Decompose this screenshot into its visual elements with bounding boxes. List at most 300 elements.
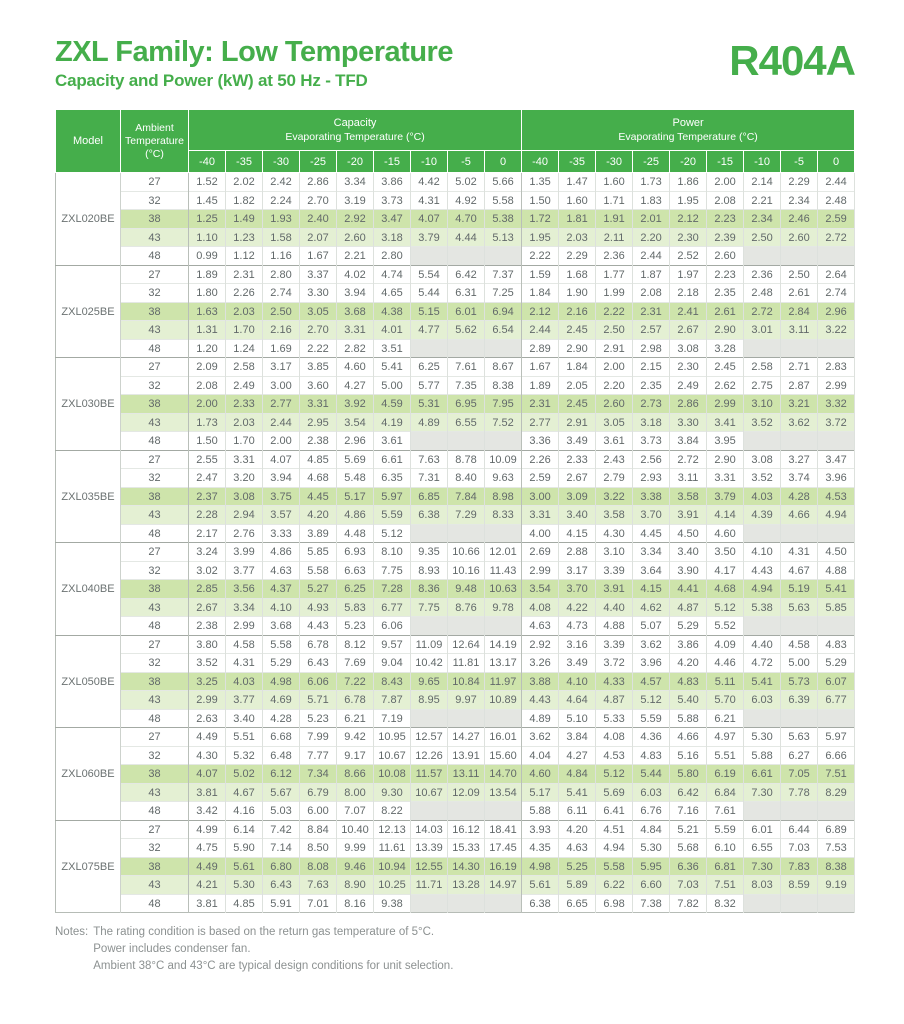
capacity-value-cell: 6.77 xyxy=(374,598,411,617)
power-value-cell: 1.35 xyxy=(522,173,559,192)
capacity-value-cell: 1.31 xyxy=(189,321,226,340)
power-value-cell: 2.60 xyxy=(781,228,818,247)
power-value-cell xyxy=(818,432,855,451)
power-value-cell xyxy=(744,339,781,358)
power-value-cell: 3.26 xyxy=(522,654,559,673)
capacity-value-cell: 3.51 xyxy=(374,339,411,358)
power-value-cell: 2.88 xyxy=(559,543,596,562)
capacity-value-cell: 2.38 xyxy=(300,432,337,451)
power-value-cell: 8.29 xyxy=(818,783,855,802)
data-row xyxy=(56,672,855,691)
power-value-cell: 4.64 xyxy=(559,691,596,710)
capacity-value-cell: 7.31 xyxy=(411,469,448,488)
power-value-cell: 1.99 xyxy=(596,284,633,303)
power-value-cell: 4.33 xyxy=(596,672,633,691)
ambient-temp-value: 32 xyxy=(121,839,189,858)
power-value-cell: 6.11 xyxy=(559,802,596,821)
power-value-cell xyxy=(744,709,781,728)
capacity-value-cell: 3.08 xyxy=(226,487,263,506)
power-value-cell: 3.05 xyxy=(596,413,633,432)
capacity-value-cell: 2.58 xyxy=(226,358,263,377)
capacity-value-cell: 6.94 xyxy=(485,302,522,321)
power-value-cell: 2.21 xyxy=(744,191,781,210)
capacity-value-cell: 10.95 xyxy=(374,728,411,747)
capacity-value-cell: 5.51 xyxy=(226,728,263,747)
capacity-value-cell: 4.27 xyxy=(337,376,374,395)
power-evap-temp-header: -10 xyxy=(744,151,781,173)
power-value-cell: 4.87 xyxy=(670,598,707,617)
power-value-cell: 5.16 xyxy=(670,746,707,765)
power-value-cell: 5.73 xyxy=(781,672,818,691)
capacity-value-cell: 9.30 xyxy=(374,783,411,802)
capacity-value-cell: 3.94 xyxy=(263,469,300,488)
capacity-value-cell: 5.66 xyxy=(485,173,522,192)
power-value-cell: 2.84 xyxy=(781,302,818,321)
power-value-cell: 2.34 xyxy=(781,191,818,210)
data-row xyxy=(56,839,855,858)
capacity-value-cell: 1.80 xyxy=(189,284,226,303)
capacity-value-cell: 3.40 xyxy=(226,709,263,728)
capacity-value-cell xyxy=(448,247,485,266)
capacity-value-cell: 13.17 xyxy=(485,654,522,673)
capacity-value-cell: 4.86 xyxy=(337,506,374,525)
power-value-cell: 5.58 xyxy=(596,857,633,876)
capacity-value-cell: 2.02 xyxy=(226,173,263,192)
capacity-value-cell: 10.84 xyxy=(448,672,485,691)
capacity-value-cell: 7.14 xyxy=(263,839,300,858)
power-value-cell: 5.88 xyxy=(522,802,559,821)
power-value-cell: 5.52 xyxy=(707,617,744,636)
power-value-cell: 5.30 xyxy=(744,728,781,747)
power-value-cell: 5.69 xyxy=(596,783,633,802)
model-name: ZXL050BE xyxy=(56,635,121,728)
data-row xyxy=(56,598,855,617)
capacity-value-cell: 5.77 xyxy=(411,376,448,395)
power-value-cell: 5.68 xyxy=(670,839,707,858)
power-value-cell: 2.31 xyxy=(633,302,670,321)
capacity-value-cell: 5.90 xyxy=(226,839,263,858)
power-value-cell: 6.03 xyxy=(633,783,670,802)
power-value-cell: 3.21 xyxy=(781,395,818,414)
capacity-evap-temp-header: -30 xyxy=(263,151,300,173)
capacity-value-cell: 3.34 xyxy=(226,598,263,617)
model-column-header: Model xyxy=(56,110,121,173)
power-value-cell: 7.16 xyxy=(670,802,707,821)
capacity-value-cell: 5.12 xyxy=(374,524,411,543)
power-value-cell xyxy=(781,432,818,451)
power-value-cell: 2.00 xyxy=(596,358,633,377)
capacity-value-cell: 6.31 xyxy=(448,284,485,303)
capacity-value-cell: 6.48 xyxy=(263,746,300,765)
capacity-value-cell: 6.00 xyxy=(300,802,337,821)
capacity-value-cell: 4.02 xyxy=(337,265,374,284)
power-value-cell: 2.22 xyxy=(596,302,633,321)
data-row xyxy=(56,894,855,913)
ambient-temp-value: 32 xyxy=(121,746,189,765)
ambient-temp-value: 48 xyxy=(121,339,189,358)
power-value-cell: 5.00 xyxy=(781,654,818,673)
power-value-cell: 2.48 xyxy=(744,284,781,303)
capacity-value-cell: 3.31 xyxy=(226,450,263,469)
power-value-cell: 2.45 xyxy=(559,321,596,340)
power-value-cell: 5.12 xyxy=(707,598,744,617)
power-value-cell: 7.82 xyxy=(670,894,707,913)
capacity-value-cell: 3.02 xyxy=(189,561,226,580)
capacity-value-cell: 6.21 xyxy=(337,709,374,728)
capacity-value-cell: 2.85 xyxy=(189,580,226,599)
power-value-cell: 3.08 xyxy=(744,450,781,469)
capacity-value-cell: 6.25 xyxy=(337,580,374,599)
capacity-value-cell: 5.91 xyxy=(263,894,300,913)
power-value-cell: 1.90 xyxy=(559,284,596,303)
refrigerant-badge: R404A xyxy=(729,37,855,84)
model-name: ZXL060BE xyxy=(56,728,121,821)
capacity-value-cell: 4.77 xyxy=(411,321,448,340)
power-value-cell: 4.94 xyxy=(744,580,781,599)
capacity-value-cell xyxy=(485,247,522,266)
capacity-value-cell: 8.95 xyxy=(411,691,448,710)
power-value-cell: 1.97 xyxy=(670,265,707,284)
capacity-value-cell: 6.12 xyxy=(263,765,300,784)
power-value-cell: 3.08 xyxy=(670,339,707,358)
power-value-cell: 4.72 xyxy=(744,654,781,673)
power-value-cell: 3.62 xyxy=(522,728,559,747)
ambient-temp-value: 27 xyxy=(121,728,189,747)
power-value-cell: 5.10 xyxy=(559,709,596,728)
capacity-value-cell: 2.09 xyxy=(189,358,226,377)
capacity-value-cell: 5.83 xyxy=(337,598,374,617)
capacity-value-cell: 5.03 xyxy=(263,802,300,821)
power-value-cell xyxy=(744,524,781,543)
power-value-cell: 3.72 xyxy=(596,654,633,673)
data-row xyxy=(56,580,855,599)
power-value-cell: 5.41 xyxy=(559,783,596,802)
capacity-value-cell: 4.31 xyxy=(411,191,448,210)
power-value-cell: 6.03 xyxy=(744,691,781,710)
power-value-cell: 1.81 xyxy=(559,210,596,229)
capacity-value-cell: 2.77 xyxy=(263,395,300,414)
capacity-value-cell: 12.26 xyxy=(411,746,448,765)
power-value-cell: 5.33 xyxy=(596,709,633,728)
power-value-cell: 2.62 xyxy=(707,376,744,395)
capacity-value-cell: 5.27 xyxy=(300,580,337,599)
power-value-cell: 4.58 xyxy=(781,635,818,654)
capacity-value-cell: 6.14 xyxy=(226,820,263,839)
capacity-value-cell: 11.81 xyxy=(448,654,485,673)
power-value-cell: 4.67 xyxy=(781,561,818,580)
data-row xyxy=(56,413,855,432)
capacity-value-cell: 7.42 xyxy=(263,820,300,839)
power-evap-temp-header: -30 xyxy=(596,151,633,173)
capacity-value-cell: 13.28 xyxy=(448,876,485,895)
power-value-cell: 2.20 xyxy=(633,228,670,247)
power-value-cell: 4.97 xyxy=(707,728,744,747)
power-value-cell: 3.84 xyxy=(559,728,596,747)
data-row xyxy=(56,302,855,321)
power-value-cell: 6.27 xyxy=(781,746,818,765)
ambient-temp-value: 38 xyxy=(121,672,189,691)
power-value-cell: 2.90 xyxy=(707,321,744,340)
power-value-cell xyxy=(781,339,818,358)
capacity-value-cell: 7.63 xyxy=(300,876,337,895)
capacity-value-cell: 6.79 xyxy=(300,783,337,802)
power-value-cell xyxy=(744,432,781,451)
ambient-temp-value: 43 xyxy=(121,321,189,340)
capacity-value-cell: 8.93 xyxy=(411,561,448,580)
capacity-value-cell: 8.00 xyxy=(337,783,374,802)
power-value-cell: 2.48 xyxy=(818,191,855,210)
model-name: ZXL075BE xyxy=(56,820,121,913)
power-value-cell: 5.41 xyxy=(744,672,781,691)
capacity-value-cell: 7.77 xyxy=(300,746,337,765)
capacity-value-cell: 4.44 xyxy=(448,228,485,247)
capacity-value-cell: 16.01 xyxy=(485,728,522,747)
capacity-value-cell: 4.59 xyxy=(374,395,411,414)
ambient-temp-value: 32 xyxy=(121,561,189,580)
capacity-value-cell: 2.00 xyxy=(189,395,226,414)
power-value-cell xyxy=(781,247,818,266)
ambient-temp-value: 38 xyxy=(121,302,189,321)
capacity-value-cell: 6.68 xyxy=(263,728,300,747)
capacity-value-cell: 8.90 xyxy=(337,876,374,895)
capacity-value-cell: 1.20 xyxy=(189,339,226,358)
capacity-value-cell: 6.35 xyxy=(374,469,411,488)
capacity-value-cell: 2.99 xyxy=(226,617,263,636)
data-row xyxy=(56,191,855,210)
capacity-value-cell: 7.01 xyxy=(300,894,337,913)
power-value-cell: 5.30 xyxy=(633,839,670,858)
model-name: ZXL020BE xyxy=(56,173,121,266)
capacity-value-cell: 4.10 xyxy=(263,598,300,617)
capacity-value-cell: 3.79 xyxy=(411,228,448,247)
data-row xyxy=(56,728,855,747)
power-value-cell: 1.59 xyxy=(522,265,559,284)
capacity-value-cell xyxy=(485,432,522,451)
power-value-cell: 3.09 xyxy=(559,487,596,506)
power-value-cell: 4.14 xyxy=(707,506,744,525)
capacity-value-cell: 5.67 xyxy=(263,783,300,802)
capacity-value-cell xyxy=(485,617,522,636)
power-value-cell: 4.53 xyxy=(596,746,633,765)
capacity-value-cell: 3.81 xyxy=(189,894,226,913)
power-value-cell: 3.10 xyxy=(744,395,781,414)
power-value-cell: 7.51 xyxy=(818,765,855,784)
data-row xyxy=(56,635,855,654)
capacity-value-cell: 2.86 xyxy=(300,173,337,192)
capacity-value-cell: 4.65 xyxy=(374,284,411,303)
capacity-value-cell: 1.93 xyxy=(263,210,300,229)
capacity-value-cell xyxy=(485,524,522,543)
capacity-value-cell: 10.16 xyxy=(448,561,485,580)
power-value-cell: 6.22 xyxy=(596,876,633,895)
power-value-cell: 3.01 xyxy=(744,321,781,340)
capacity-value-cell: 5.58 xyxy=(485,191,522,210)
capacity-value-cell: 13.54 xyxy=(485,783,522,802)
capacity-value-cell: 7.63 xyxy=(411,450,448,469)
capacity-value-cell: 4.42 xyxy=(411,173,448,192)
capacity-value-cell: 1.49 xyxy=(226,210,263,229)
power-value-cell: 2.99 xyxy=(707,395,744,414)
power-value-cell: 5.29 xyxy=(670,617,707,636)
power-value-cell: 7.78 xyxy=(781,783,818,802)
capacity-value-cell: 10.25 xyxy=(374,876,411,895)
data-row xyxy=(56,709,855,728)
capacity-value-cell: 10.63 xyxy=(485,580,522,599)
capacity-value-cell xyxy=(411,617,448,636)
capacity-value-cell: 1.16 xyxy=(263,247,300,266)
power-value-cell xyxy=(818,617,855,636)
capacity-value-cell: 2.26 xyxy=(226,284,263,303)
power-value-cell: 4.15 xyxy=(559,524,596,543)
capacity-value-cell: 8.43 xyxy=(374,672,411,691)
power-value-cell: 2.90 xyxy=(559,339,596,358)
capacity-value-cell: 2.22 xyxy=(300,339,337,358)
capacity-value-cell: 5.59 xyxy=(374,506,411,525)
power-value-cell: 2.08 xyxy=(633,284,670,303)
power-value-cell xyxy=(781,802,818,821)
capacity-value-cell: 9.97 xyxy=(448,691,485,710)
power-value-cell: 5.25 xyxy=(559,857,596,876)
power-value-cell: 3.73 xyxy=(633,432,670,451)
capacity-value-cell: 1.23 xyxy=(226,228,263,247)
power-value-cell: 4.83 xyxy=(633,746,670,765)
capacity-value-cell: 4.68 xyxy=(300,469,337,488)
capacity-section-header xyxy=(189,110,522,151)
capacity-value-cell: 3.75 xyxy=(263,487,300,506)
capacity-value-cell: 9.78 xyxy=(485,598,522,617)
capacity-value-cell: 4.92 xyxy=(448,191,485,210)
power-value-cell: 3.91 xyxy=(670,506,707,525)
data-row xyxy=(56,543,855,562)
capacity-value-cell: 8.98 xyxy=(485,487,522,506)
capacity-value-cell: 3.20 xyxy=(226,469,263,488)
power-value-cell: 3.64 xyxy=(633,561,670,580)
power-value-cell: 2.50 xyxy=(781,265,818,284)
power-value-cell: 6.38 xyxy=(522,894,559,913)
power-value-cell: 2.35 xyxy=(707,284,744,303)
capacity-value-cell: 18.41 xyxy=(485,820,522,839)
power-value-cell: 2.46 xyxy=(781,210,818,229)
power-value-cell: 3.62 xyxy=(633,635,670,654)
capacity-value-cell: 6.95 xyxy=(448,395,485,414)
capacity-value-cell: 5.38 xyxy=(485,210,522,229)
power-value-cell: 4.36 xyxy=(633,728,670,747)
power-value-cell: 6.36 xyxy=(670,857,707,876)
capacity-value-cell xyxy=(411,339,448,358)
capacity-value-cell: 8.22 xyxy=(374,802,411,821)
capacity-value-cell: 4.86 xyxy=(263,543,300,562)
ambient-temp-value: 48 xyxy=(121,524,189,543)
power-value-cell: 2.58 xyxy=(744,358,781,377)
capacity-value-cell: 6.38 xyxy=(411,506,448,525)
power-value-cell: 1.72 xyxy=(522,210,559,229)
power-value-cell: 3.32 xyxy=(818,395,855,414)
power-value-cell: 6.07 xyxy=(818,672,855,691)
capacity-value-cell: 2.16 xyxy=(263,321,300,340)
capacity-value-cell: 5.15 xyxy=(411,302,448,321)
capacity-value-cell: 8.08 xyxy=(300,857,337,876)
power-value-cell: 2.79 xyxy=(596,469,633,488)
power-value-cell: 3.49 xyxy=(559,654,596,673)
power-value-cell: 5.80 xyxy=(670,765,707,784)
power-value-cell: 8.59 xyxy=(781,876,818,895)
power-value-cell: 2.77 xyxy=(522,413,559,432)
capacity-value-cell: 4.69 xyxy=(263,691,300,710)
power-value-cell: 7.38 xyxy=(633,894,670,913)
capacity-value-cell: 2.74 xyxy=(263,284,300,303)
power-value-cell: 2.43 xyxy=(596,450,633,469)
capacity-value-cell: 4.98 xyxy=(263,672,300,691)
capacity-value-cell: 5.62 xyxy=(448,321,485,340)
capacity-value-cell: 14.19 xyxy=(485,635,522,654)
capacity-value-cell: 5.23 xyxy=(300,709,337,728)
power-value-cell: 3.41 xyxy=(707,413,744,432)
data-row xyxy=(56,395,855,414)
capacity-value-cell: 10.67 xyxy=(374,746,411,765)
power-value-cell: 6.76 xyxy=(633,802,670,821)
ambient-temp-value: 27 xyxy=(121,358,189,377)
capacity-value-cell: 5.32 xyxy=(226,746,263,765)
capacity-value-cell: 2.07 xyxy=(300,228,337,247)
capacity-value-cell: 2.31 xyxy=(226,265,263,284)
power-value-cell: 2.59 xyxy=(818,210,855,229)
capacity-value-cell: 2.24 xyxy=(263,191,300,210)
capacity-value-cell xyxy=(448,802,485,821)
capacity-value-cell: 3.89 xyxy=(300,524,337,543)
data-row xyxy=(56,691,855,710)
capacity-value-cell: 1.25 xyxy=(189,210,226,229)
power-value-cell: 3.30 xyxy=(670,413,707,432)
power-value-cell: 4.94 xyxy=(818,506,855,525)
capacity-value-cell: 5.41 xyxy=(374,358,411,377)
capacity-value-cell: 10.40 xyxy=(337,820,374,839)
power-value-cell: 1.67 xyxy=(522,358,559,377)
power-value-cell: 2.50 xyxy=(744,228,781,247)
power-value-cell: 1.50 xyxy=(522,191,559,210)
power-value-cell: 2.92 xyxy=(522,635,559,654)
data-row xyxy=(56,857,855,876)
power-value-cell: 1.60 xyxy=(559,191,596,210)
capacity-value-cell: 5.54 xyxy=(411,265,448,284)
capacity-value-cell: 5.71 xyxy=(300,691,337,710)
capacity-value-cell: 9.63 xyxy=(485,469,522,488)
capacity-value-cell: 14.27 xyxy=(448,728,485,747)
data-row xyxy=(56,265,855,284)
capacity-value-cell: 2.49 xyxy=(226,376,263,395)
capacity-value-cell: 4.07 xyxy=(189,765,226,784)
power-value-cell: 2.33 xyxy=(559,450,596,469)
capacity-value-cell: 10.09 xyxy=(485,450,522,469)
power-value-cell: 5.40 xyxy=(670,691,707,710)
capacity-value-cell: 12.64 xyxy=(448,635,485,654)
ambient-temp-value: 48 xyxy=(121,432,189,451)
capacity-value-cell: 3.80 xyxy=(189,635,226,654)
power-value-cell: 6.84 xyxy=(707,783,744,802)
power-value-cell: 6.77 xyxy=(818,691,855,710)
power-value-cell: 5.70 xyxy=(707,691,744,710)
power-value-cell: 4.03 xyxy=(744,487,781,506)
power-value-cell: 3.84 xyxy=(670,432,707,451)
ambient-temp-value: 32 xyxy=(121,284,189,303)
note-line: Power includes condenser fan. xyxy=(93,943,251,956)
capacity-value-cell: 9.42 xyxy=(337,728,374,747)
capacity-value-cell: 6.01 xyxy=(448,302,485,321)
power-value-cell: 7.30 xyxy=(744,857,781,876)
power-value-cell: 3.86 xyxy=(670,635,707,654)
capacity-value-cell: 6.54 xyxy=(485,321,522,340)
capacity-section-title: Capacity xyxy=(333,117,377,130)
capacity-value-cell: 8.16 xyxy=(337,894,374,913)
